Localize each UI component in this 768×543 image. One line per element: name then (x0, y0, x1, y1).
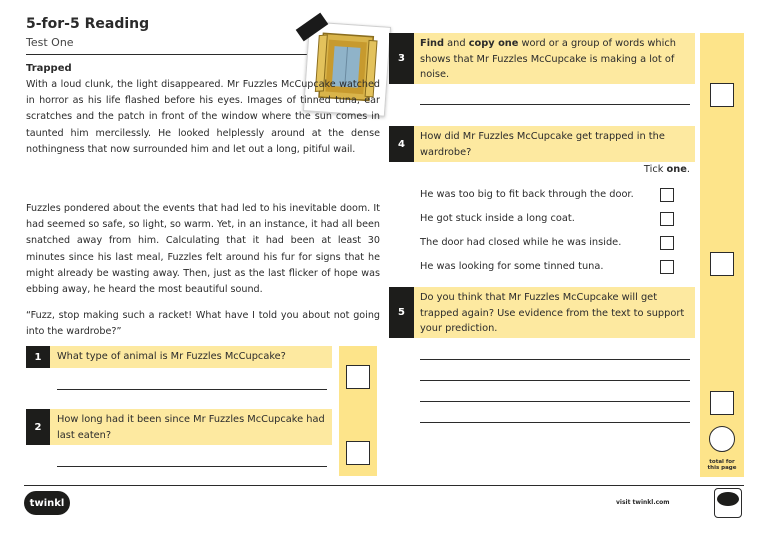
q5-answer-line[interactable] (420, 380, 690, 381)
q3-text-and: and (444, 38, 469, 49)
q4-text: How did Mr Fuzzles McCupcake get trapped in the wardrobe? (420, 131, 665, 158)
q2-number: 2 (26, 409, 50, 445)
q5-text: Do you think that Mr Fuzzles McCupcake will get trapped again? Use evidence from the text to support your prediction. (420, 292, 685, 334)
q4-instruction-suffix: . (686, 164, 690, 175)
q3-text-rest: word or a group of words which shows that Mr Fuzzles McCupcake is making a lot of noise. (420, 38, 676, 80)
q1-text: What type of animal is Mr Fuzzles McCupcake? (57, 351, 286, 362)
q4-option: He got stuck inside a long coat. (420, 213, 575, 224)
q3-number: 3 (389, 33, 414, 84)
q4-number: 4 (389, 126, 414, 162)
visit-link[interactable]: visit twinkl.com (616, 499, 670, 506)
q1-answer-line[interactable] (57, 389, 327, 390)
q4-option-tickbox[interactable] (660, 260, 674, 274)
q4-mark-box[interactable] (710, 252, 734, 276)
q4-instruction-prefix: Tick (643, 164, 667, 175)
q4-option: He was too big to fit back through the door. (420, 189, 634, 200)
q3-mark-box[interactable] (710, 83, 734, 107)
total-label-line2: this page (707, 465, 737, 471)
q4-instruction-bold: one (666, 164, 687, 175)
q5-number: 5 (389, 287, 414, 338)
q3-text-bold-find: Find (420, 38, 445, 49)
twinkl-logo[interactable]: twinkl (24, 491, 70, 515)
page-title: 5-for-5 Reading (26, 16, 150, 32)
q5-mark-box[interactable] (710, 391, 734, 415)
page-subtitle: Test One (26, 36, 74, 49)
total-label-line1: total for (709, 459, 735, 465)
story-heading: Trapped (26, 63, 72, 74)
footer-divider (24, 485, 744, 486)
story-paragraph: “Fuzz, stop making such a racket! What have I told you about not going into the wardrobe?” (26, 310, 380, 338)
q5-answer-line[interactable] (420, 401, 690, 402)
quality-badge-logo-icon (717, 492, 739, 506)
story-paragraph: With a loud clunk, the light disappeared. Mr Fuzzles McCupcake watched in horror as his life flashed before his eyes. Images of tinned tuna, ear scratches and the patch in front of the window where the sun comes in taunted him mercilessly. He looked helplessly around at the dense nothingness that now surrounded him and let out a long, pitiful wail. (26, 79, 380, 155)
q3-answer-line[interactable] (420, 104, 690, 105)
q2-text: How long had it been since Mr Fuzzles McCupcake had last eaten? (57, 414, 325, 441)
q4-option: He was looking for some tinned tuna. (420, 261, 604, 272)
q5-answer-line[interactable] (420, 359, 690, 360)
total-label (702, 459, 742, 471)
q5-answer-line[interactable] (420, 422, 690, 423)
q1-number: 1 (26, 346, 50, 368)
q2-mark-box[interactable] (346, 441, 370, 465)
q3-text-bold-copy: copy one (468, 38, 519, 49)
q2-answer-line[interactable] (57, 466, 327, 467)
total-circle[interactable] (709, 426, 735, 452)
q4-option: The door had closed while he was inside. (420, 237, 622, 248)
q3-text (420, 36, 692, 83)
q1-mark-box[interactable] (346, 365, 370, 389)
q4-option-tickbox[interactable] (660, 212, 674, 226)
story-paragraph: Fuzzles pondered about the events that had led to his inevitable doom. It had seemed so safe, so light, so warm. Yet, in an instance, it had all been snatched away from him. Calculating that it had been at least 30 minutes since his last meal, Fuzzles felt around his fur for signs that he might already be wasting away. Then, just as the last flicker of hope was ebbing away, he heard the most beautiful sound. (26, 203, 380, 296)
q4-instruction (600, 164, 690, 175)
q4-option-tickbox[interactable] (660, 236, 674, 250)
q4-option-tickbox[interactable] (660, 188, 674, 202)
